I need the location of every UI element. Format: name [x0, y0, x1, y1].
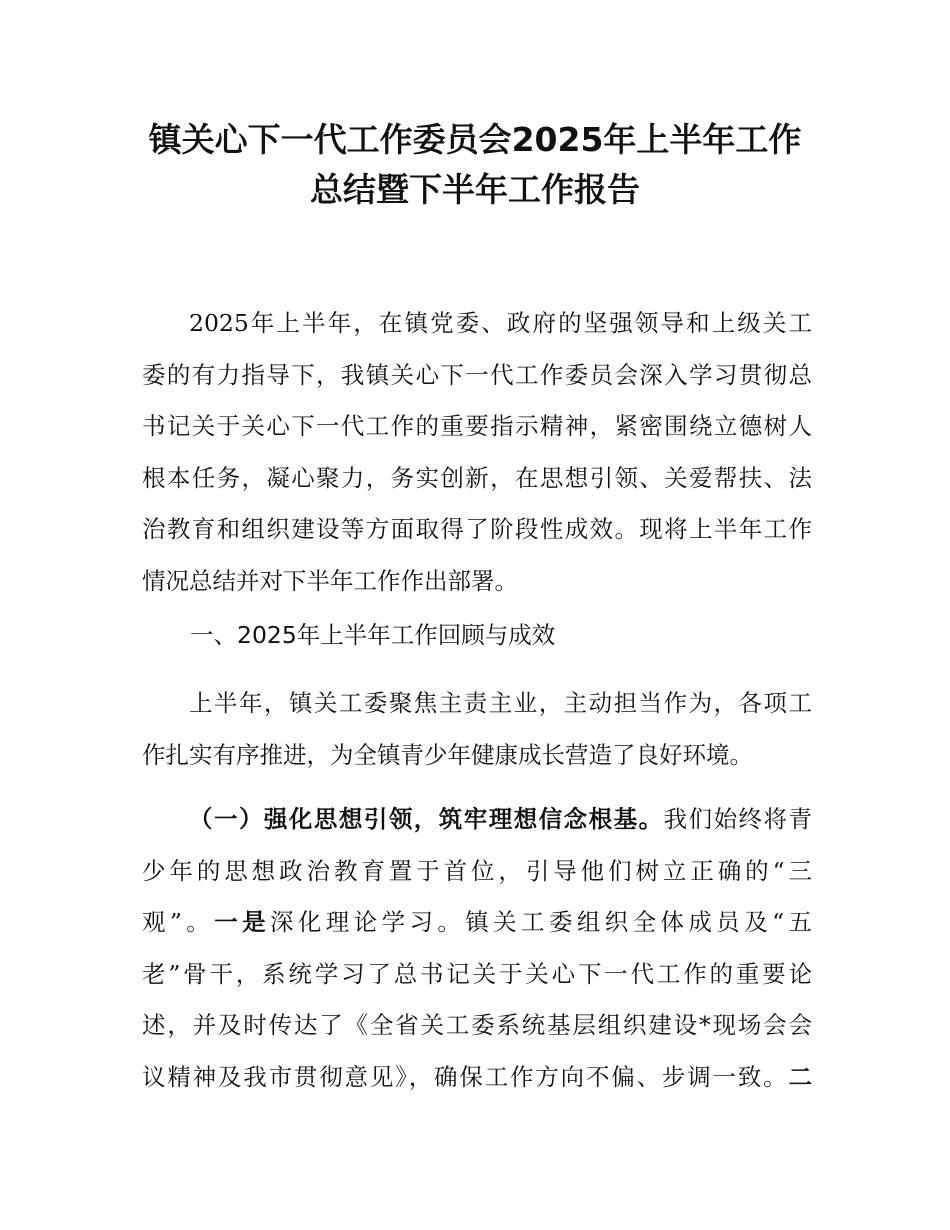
- point-one-label: 一是: [214, 908, 270, 936]
- intro-line: 根本任务，凝心聚力，务实创新，在思想引领、关爱帮扶、法: [142, 463, 812, 492]
- intro-line: 委的有力指导下，我镇关心下一代工作委员会深入学习贯彻总: [142, 360, 812, 389]
- subsection-1-line: 老”骨干，系统学习了总书记关于关心下一代工作的重要论: [142, 959, 812, 988]
- subsection-1-line: [142, 794, 812, 846]
- section-1-heading: 一、2025年上半年工作回顾与成效: [190, 621, 556, 649]
- intro-line: 2025年上半年，在镇党委、政府的坚强领导和上级关工: [189, 309, 812, 337]
- subsection-1-line: [142, 897, 812, 949]
- intro-line: 书记关于关心下一代工作的重要指示精神，紧密围绕立德树人: [142, 412, 812, 440]
- subsection-1-line: 述，并及时传达了《全省关工委系统基层组织建设*现场会会: [142, 1011, 812, 1039]
- subsection-1-heading: （一）强化思想引领，筑牢理想信念根基。: [189, 805, 664, 833]
- subsection-1-line3-start: 观”。: [142, 908, 215, 936]
- section-1-intro-paragraph: [142, 678, 812, 781]
- subsection-1-line6-text: 议精神及我市贯彻意见》，确保工作方向不偏、步调一致。: [142, 1062, 789, 1091]
- subsection-1-line: 少年的思想政治教育置于首位，引导他们树立正确的“三: [142, 856, 812, 885]
- section-1-intro-line: 上半年，镇关工委聚焦主责主业，主动担当作为，各项工: [189, 689, 812, 717]
- intro-line: 治教育和组织建设等方面取得了阶段性成效。现将上半年工作: [142, 515, 812, 543]
- section-1-intro-line: 作扎实有序推进，为全镇青少年健康成长营造了良好环境。: [142, 740, 753, 769]
- subsection-1-line3-text: 深化理论学习。镇关工委组织全体成员及“五: [270, 908, 813, 936]
- subsection-1-line: [142, 1052, 812, 1104]
- document-title-line-1: 镇关心下一代工作委员会2025年上半年工作: [148, 120, 802, 159]
- document-title-line-2: 总结暨下半年工作报告: [310, 170, 640, 209]
- point-two-label: 二: [788, 1062, 812, 1091]
- subsection-1-paragraph: [142, 794, 812, 1103]
- subsection-1-line1-text: 我们始终将青: [663, 805, 813, 833]
- intro-line: 情况总结并对下半年工作作出部署。: [142, 566, 518, 595]
- intro-paragraph: [142, 298, 812, 607]
